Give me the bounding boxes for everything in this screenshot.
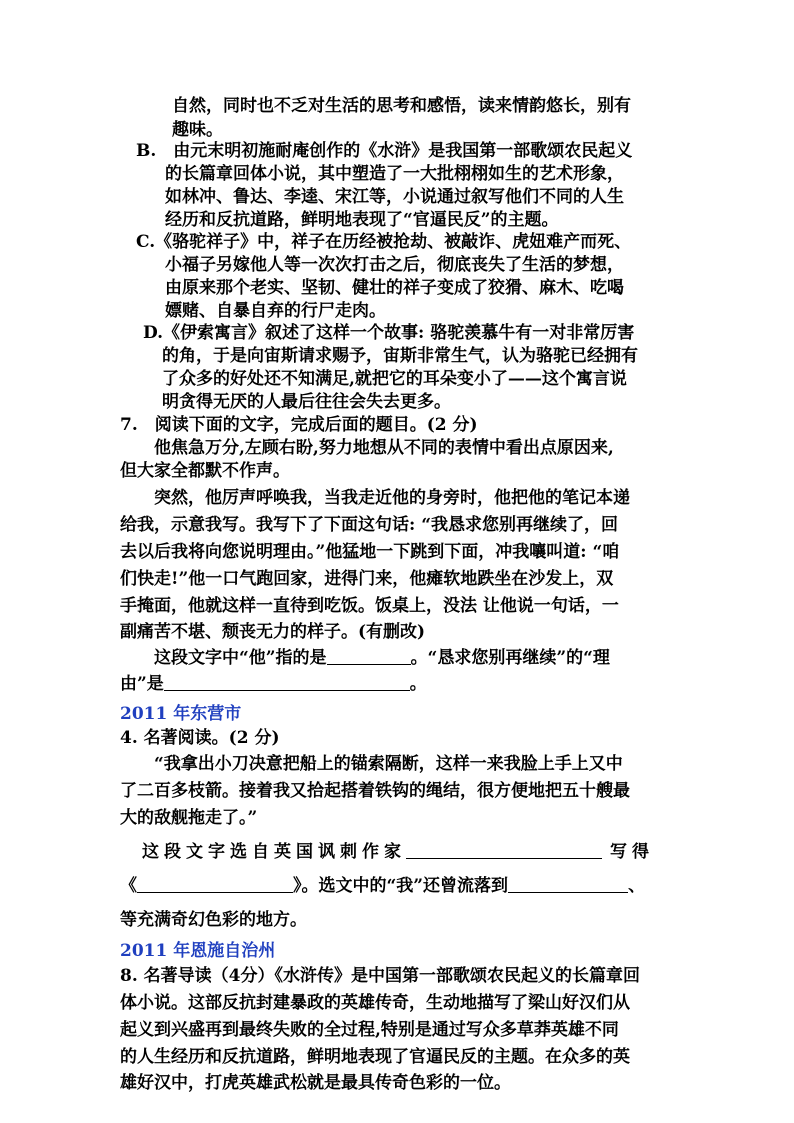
q7-question-text: 。 — [409, 674, 427, 694]
option-d-line-4: 明贪得无厌的人最后往往会失去更多。 — [162, 392, 451, 412]
option-d-line-1: D.《伊索寓言》叙述了这样一个故事: 骆驼羡慕牛有一对非常厉害 — [143, 323, 635, 343]
option-b-line-2: 的长篇章回体小说，其中塑造了一大批栩栩如生的艺术形象， — [165, 164, 624, 184]
section-title-enshi: 2011 年恩施自治州 — [120, 941, 276, 961]
q7-answer-blank-he[interactable] — [327, 646, 411, 665]
q7-question-text: 。“恳求您别再继续”的“理 — [410, 648, 610, 668]
q7-para-line: 突然，他厉声呼唤我，当我走近他的身旁时，他把他的笔记本递 — [120, 488, 630, 508]
dongying-quote-line: 了二百多枝箭。接着我又拾起搭着铁钩的绳结，很方便地把五十艘最 — [120, 781, 630, 801]
q7-question-line-1 — [120, 644, 610, 672]
enshi-para-line: 起义到兴盛再到最终失败的全过程,特别是通过写众多草莽英雄不同 — [120, 1020, 619, 1040]
option-b-line-4: 经历和反抗道路，鲜明地表现了“官逼民反”的主题。 — [165, 210, 559, 230]
section-title-dongying: 2011 年东营市 — [120, 704, 242, 724]
dongying-ask-text: 这段文字选自英国讽刺作家 — [120, 842, 406, 862]
q7-para-line: 给我，示意我写。我写下了下面这句话: “我恳求您别再继续了，回 — [120, 515, 618, 535]
option-c-line-2: 小福子另嫁他人等一次次打击之后，彻底丧失了生活的梦想， — [165, 255, 624, 275]
q7-para-line: 去以后我将向您说明理由。”他猛地一下跳到下面，冲我嚷叫道: “咱 — [120, 542, 620, 562]
option-b-line-1: B. 由元末明初施耐庵创作的《水浒》是我国第一部歌颂农民起义 — [136, 141, 633, 161]
option-d-line-3: 了众多的好处还不知满足,就把它的耳朵变小了——这个寓言说 — [162, 369, 627, 389]
enshi-para-line: 体小说。这部反抗封建暴政的英雄传奇，生动地描写了梁山好汉们从 — [120, 993, 630, 1013]
enshi-para-line: 的人生经历和反抗道路，鲜明地表现了官逼民反的主题。在众多的英 — [120, 1047, 630, 1067]
enshi-para-line: 雄好汉中，打虎英雄武松就是最具传奇色彩的一位。 — [120, 1073, 511, 1093]
option-b-line-3: 如林冲、鲁达、李逵、宋江等，小说通过叙写他们不同的人生 — [165, 187, 624, 207]
q7-para-line: 手掩面，他就这样一直待到吃饭。饭桌上，没法 让他说一句话，一 — [120, 596, 619, 616]
dongying-ask-text: 写得 — [610, 842, 654, 862]
q7-heading: 7. 阅读下面的文字，完成后面的题目。(2 分) — [120, 415, 478, 435]
q7-question-text: 这段文字中“他”指的是 — [120, 648, 327, 668]
option-c-line-4: 嫖赌、自暴自弃的行尸走肉。 — [165, 301, 386, 321]
dongying-quote-line: “我拿出小刀决意把船上的锚索隔断，这样一来我脸上手上又中 — [120, 754, 623, 774]
option-a-line-2: 趣味。 — [172, 120, 223, 140]
enshi-para-line: 8. 名著导读（4分）《水浒传》是中国第一部歌颂农民起义的长篇章回 — [120, 966, 640, 986]
q7-question-text: 由”是 — [120, 674, 164, 694]
option-a-line-1: 自然，同时也不乏对生活的思考和感悟，读来情韵悠长，别有 — [172, 96, 631, 116]
q7-para-line: 但大家全都默不作声。 — [120, 461, 290, 481]
option-c-line-3: 由原来那个老实、坚韧、健壮的祥子变成了狡猾、麻木、吃喝 — [165, 278, 624, 298]
q7-para-line: 们快走!”他一口气跑回家，进得门来，他瘫软地跌坐在沙发上，双 — [120, 569, 614, 589]
dongying-ask-text: 、 — [628, 876, 646, 896]
dongying-answer-blank-author[interactable] — [406, 840, 602, 859]
dongying-answer-blank-book[interactable] — [137, 874, 293, 893]
option-d-line-2: 的角，于是向宙斯请求赐予，宙斯非常生气，认为骆驼已经拥有 — [162, 346, 638, 366]
q7-para-line: 他焦急万分,左顾右盼,努力地想从不同的表情中看出点原因来, — [120, 438, 614, 458]
dongying-ask-line-1 — [120, 838, 654, 866]
dongying-question-heading: 4. 名著阅读。(2 分) — [120, 728, 280, 748]
q7-answer-blank-reason[interactable] — [164, 672, 410, 691]
dongying-quote-line: 大的敌舰拖走了。” — [120, 808, 258, 828]
dongying-answer-blank-place[interactable] — [508, 874, 628, 893]
q7-question-line-2 — [120, 670, 427, 698]
q7-para-line: 副痛苦不堪、颓丧无力的样子。(有删改) — [120, 622, 426, 642]
option-c-line-1: C.《骆驼祥子》中，祥子在历经被抢劫、被敲诈、虎妞难产而死、 — [136, 232, 632, 252]
dongying-ask-line-2 — [120, 872, 645, 900]
dongying-ask-line-3: 等充满奇幻色彩的地方。 — [120, 910, 307, 930]
dongying-ask-text: 》。选文中的“我”还曾流落到 — [293, 876, 509, 896]
dongying-ask-text: 《 — [120, 876, 137, 896]
